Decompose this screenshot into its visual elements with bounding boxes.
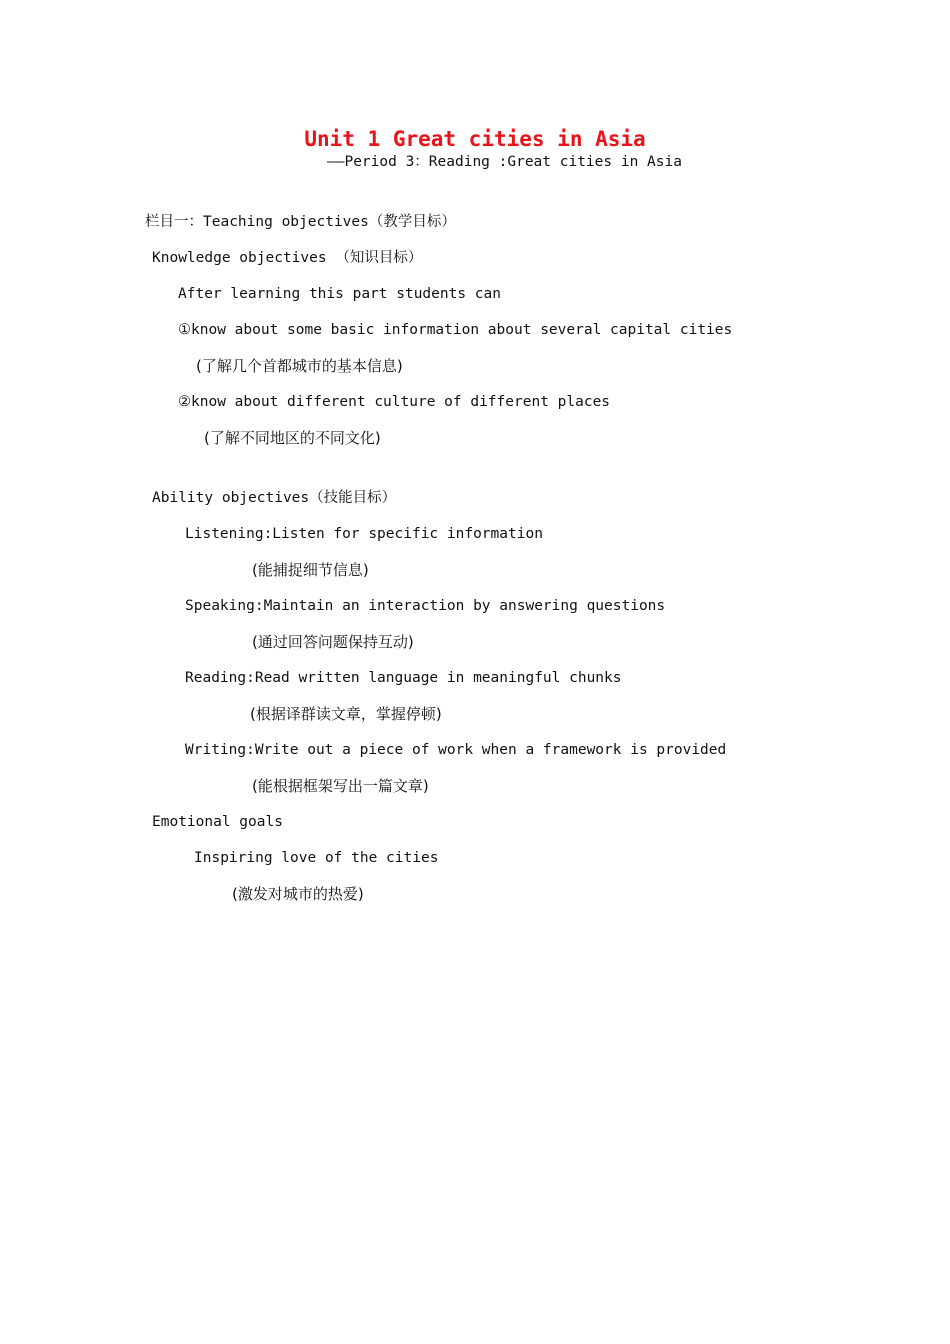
emotional-item-cn: (激发对城市的热爱) (232, 885, 364, 903)
knowledge-item-1: ①know about some basic information about several capital cities (178, 322, 733, 338)
document-title: Unit 1 Great cities in Asia (304, 127, 646, 151)
knowledge-heading: Knowledge objectives （知识目标） (152, 250, 423, 266)
ability-writing-cn: (能根据框架写出一篇文章) (252, 777, 429, 795)
knowledge-item-1-cn: (了解几个首都城市的基本信息) (196, 357, 403, 375)
ability-speaking-cn: (通过回答问题保持互动) (252, 633, 414, 651)
document-subtitle: ——Period 3：Reading :Great cities in Asia (327, 154, 682, 170)
ability-speaking: Speaking:Maintain an interaction by answering questions (185, 598, 666, 614)
knowledge-item-2: ②know about different culture of different places (178, 394, 611, 410)
ability-heading: Ability objectives（技能目标） (152, 490, 397, 506)
ability-reading-cn: (根据译群读文章，掌握停顿) (250, 705, 442, 723)
emotional-item: Inspiring love of the cities (194, 850, 439, 866)
ability-writing: Writing:Write out a piece of work when a framework is provided (185, 742, 727, 758)
knowledge-intro: After learning this part students can (178, 286, 502, 302)
emotional-heading: Emotional goals (152, 814, 283, 830)
ability-listening-cn: (能捕捉细节信息) (252, 561, 369, 579)
ability-reading: Reading:Read written language in meaningful chunks (185, 670, 622, 686)
section-heading: 栏目一：Teaching objectives（教学目标） (145, 214, 456, 230)
ability-listening: Listening:Listen for specific information (185, 526, 543, 542)
knowledge-item-2-cn: (了解不同地区的不同文化) (204, 429, 381, 447)
